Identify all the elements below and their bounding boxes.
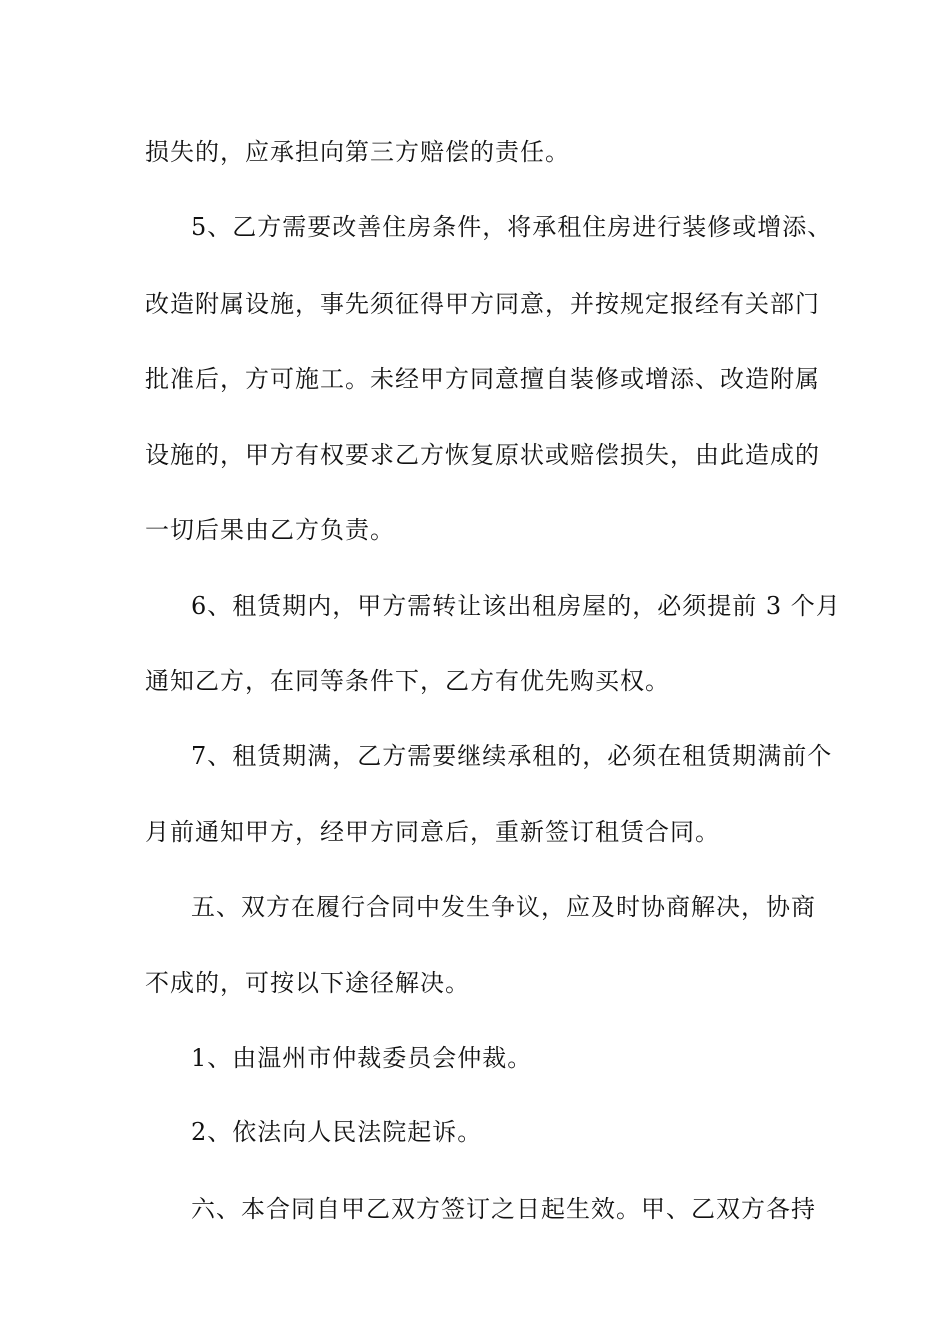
text-line: 设施的，甲方有权要求乙方恢复原状或赔偿损失，由此造成的 (145, 441, 820, 469)
text-line: 损失的，应承担向第三方赔偿的责任。 (145, 138, 570, 166)
text-line: 批准后，方可施工。未经甲方同意擅自装修或增添、改造附属 (145, 365, 820, 393)
text-line: 不成的，可按以下途径解决。 (145, 969, 470, 997)
text-line: 改造附属设施，事先须征得甲方同意，并按规定报经有关部门 (145, 290, 820, 318)
section-6-heading: 六、本合同自甲乙双方签订之日起生效。甲、乙双方各持 (191, 1195, 816, 1223)
clause-5-line: 5、乙方需要改善住房条件，将承租住房进行装修或增添、 (191, 213, 833, 241)
clause-6-line: 6、租赁期内，甲方需转让该出租房屋的，必须提前 3 个月 (191, 592, 841, 620)
text-line: 一切后果由乙方负责。 (145, 516, 395, 544)
list-item: 1、由温州市仲裁委员会仲裁。 (191, 1044, 533, 1072)
text-line: 月前通知甲方，经甲方同意后，重新签订租赁合同。 (145, 818, 720, 846)
text-line: 通知乙方，在同等条件下，乙方有优先购买权。 (145, 667, 670, 695)
section-5-heading: 五、双方在履行合同中发生争议，应及时协商解决，协商 (191, 893, 816, 921)
list-item: 2、依法向人民法院起诉。 (191, 1118, 483, 1146)
clause-7-line: 7、租赁期满，乙方需要继续承租的，必须在租赁期满前个 (191, 742, 833, 770)
